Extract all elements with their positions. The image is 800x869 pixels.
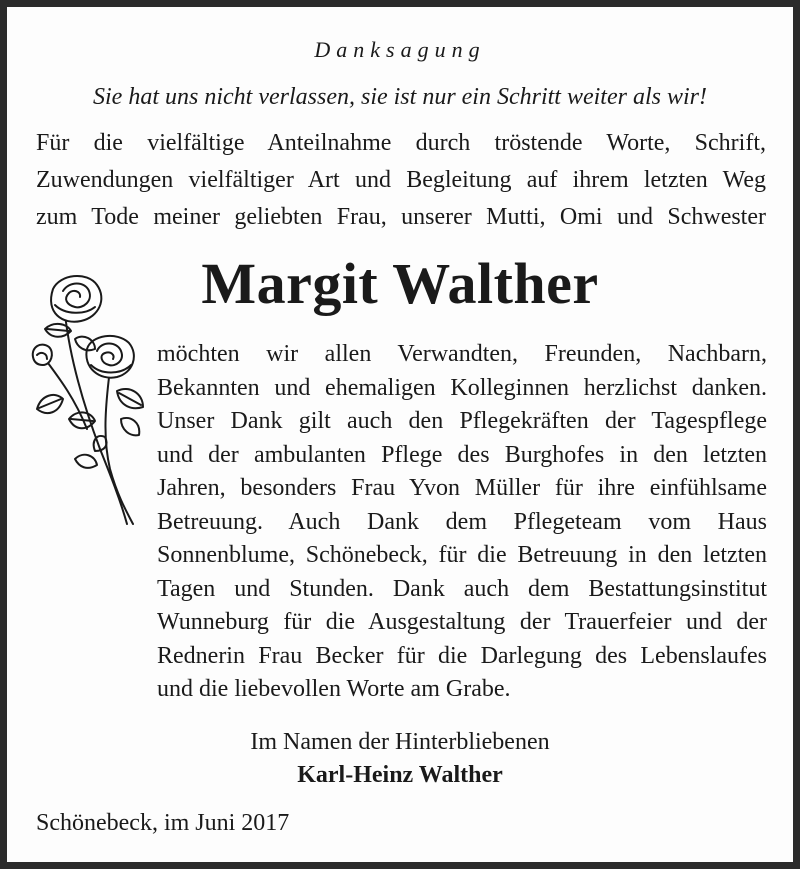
intro-line: Zuwendungen vielfältiger Art und Begleitung auf ihrem letzten Weg (36, 167, 766, 193)
intro-line: Für die vielfältige Anteilnahme durch tröstende Worte, Schrift, (36, 130, 766, 156)
deceased-name: Margit Walther (201, 251, 599, 316)
place-date: Schönebeck, im Juni 2017 (36, 810, 290, 836)
thanks-line: und der ambulanten Pflege des Burghofes in den letzten (157, 441, 767, 468)
thanks-line: Bekannten und ehemaligen Kolleginnen herzlichst danken. (157, 374, 767, 401)
roses-icon (25, 269, 150, 531)
thanks-paragraph (157, 338, 767, 707)
thanks-line: Wunneburg für die Ausgestaltung der Trauerfeier und der (157, 609, 767, 635)
thanks-line: Unser Dank gilt auch den Pflegekräften der Tagespflege (157, 408, 767, 434)
thanks-line: Sonnenblume, Schönebeck, für die Betreuung in den letzten (157, 542, 767, 568)
thanks-line: Rednerin Frau Becker für die Darlegung des Lebenslaufes (157, 642, 767, 669)
thanks-line: Jahren, besonders Frau Yvon Müller für ihre einfühlsame (157, 475, 767, 501)
thanks-line: Tagen und Stunden. Dank auch dem Bestattungsinstitut (157, 575, 767, 602)
thanks-line: und die liebevollen Worte am Grabe. (157, 676, 511, 702)
intro-paragraph (36, 125, 766, 236)
motto: Sie hat uns nicht verlassen, sie ist nur ein Schritt weiter als wir! (93, 84, 707, 110)
intro-line: zum Tode meiner geliebten Frau, unserer Mutti, Omi und Schwester (36, 204, 766, 230)
notice-heading: Danksagung (314, 37, 486, 62)
thanks-line: möchten wir allen Verwandten, Freunden, Nachbarn, (157, 341, 767, 367)
signer-name: Karl-Heinz Walther (297, 762, 503, 788)
on-behalf-line: Im Namen der Hinterbliebenen (250, 729, 550, 755)
thanks-line: Betreuung. Auch Dank dem Pflegeteam vom Haus (157, 508, 767, 535)
